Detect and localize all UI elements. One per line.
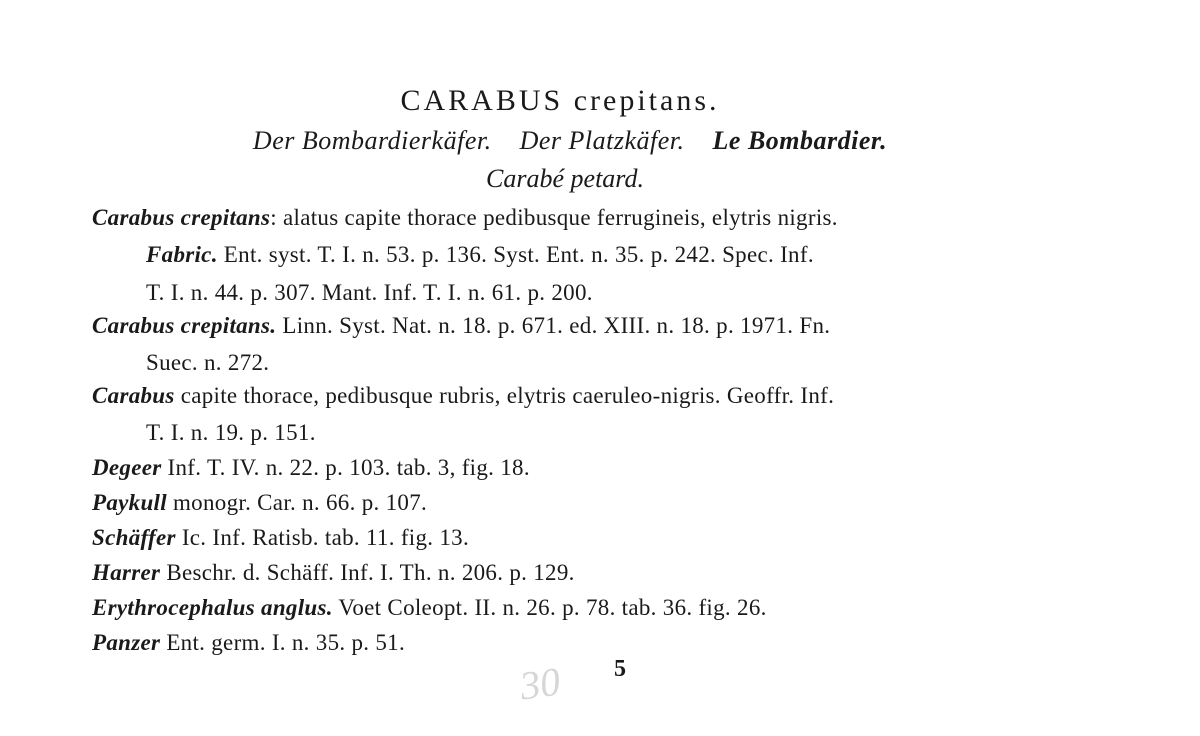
citation-name: Degeer	[92, 455, 162, 480]
citation-text: Ent. germ. I. n. 35. p. 51.	[160, 630, 406, 655]
citation-text: Ic. Inf. Ratisb. tab. 11. fig. 13.	[175, 525, 470, 550]
citation-text: Inf. T. IV. n. 22. p. 103. tab. 3, fig. 18.	[161, 455, 530, 480]
citation-line	[146, 420, 316, 446]
citation-text: capite thorace, pedibusque rubris, elytris caeruleo-nigris. Geoffr. Inf.	[174, 383, 835, 408]
citation-line	[146, 280, 593, 306]
common-name-german-2: Der Platzkäfer.	[519, 126, 685, 155]
citation-name: Carabus crepitans	[92, 205, 271, 230]
citation-line	[92, 490, 427, 516]
citation-text: T. I. n. 44. p. 307. Mant. Inf. T. I. n. 61. p. 200.	[146, 280, 593, 305]
citation-name: Carabus crepitans.	[92, 313, 277, 338]
citation-text: Ent. syst. T. I. n. 53. p. 136. Syst. Ent. n. 35. p. 242. Spec. Inf.	[217, 242, 814, 267]
citation-text: monogr. Car. n. 66. p. 107.	[166, 490, 428, 515]
citation-line	[146, 350, 269, 376]
citation-name: Fabric.	[146, 242, 218, 267]
citation-text: T. I. n. 19. p. 151.	[146, 420, 316, 445]
citation-name: Erythrocephalus anglus.	[92, 595, 333, 620]
citation-text: : alatus capite thorace pedibusque ferrugineis, elytris nigris.	[270, 205, 838, 230]
common-name-french: Le Bombardier.	[712, 126, 888, 155]
citation-line	[92, 560, 575, 586]
citation-text: Suec. n. 272.	[146, 350, 270, 375]
citation-line	[92, 525, 469, 551]
citation-name: Paykull	[92, 490, 167, 515]
page-number: 5	[614, 656, 626, 682]
citation-text: Voet Coleopt. II. n. 26. p. 78. tab. 36. fig. 26.	[332, 595, 767, 620]
citation-text: Beschr. d. Schäff. Inf. I. Th. n. 206. p. 129.	[160, 560, 575, 585]
citation-line	[92, 313, 830, 339]
citation-line	[146, 242, 814, 268]
pencil-annotation: 30	[517, 658, 563, 709]
common-name-french-2: Carabé petard.	[486, 164, 644, 193]
citation-name: Carabus	[92, 383, 175, 408]
page-title: CARABUS crepitans.	[400, 84, 720, 117]
common-name-german-1: Der Bombardierkäfer.	[252, 126, 492, 155]
citation-line	[92, 595, 767, 621]
citation-line	[92, 205, 838, 231]
citation-line	[92, 630, 405, 656]
citation-name: Panzer	[92, 630, 161, 655]
citation-name: Schäffer	[92, 525, 176, 550]
citation-name: Harrer	[92, 560, 161, 585]
citation-line	[92, 383, 834, 409]
citation-text: Linn. Syst. Nat. n. 18. p. 671. ed. XIII. n. 18. p. 1971. Fn.	[276, 313, 831, 338]
citation-line	[92, 455, 530, 481]
common-names	[0, 126, 1140, 156]
